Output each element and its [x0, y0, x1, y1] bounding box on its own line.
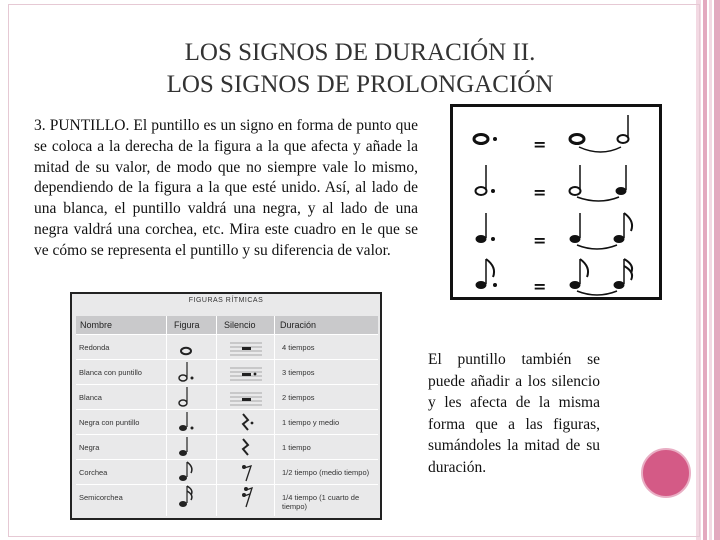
header-duracion: Duración: [280, 320, 317, 330]
equals-sign: =: [533, 231, 547, 250]
dotted-half-note-icon: [471, 161, 531, 203]
dotted-whole-note-icon: [467, 115, 527, 155]
quarter-note-tied-eighth-note-icon: [563, 209, 663, 251]
equals-sign: =: [533, 135, 547, 154]
row-name: Negra con puntillo: [79, 418, 140, 427]
table-row: [76, 384, 378, 410]
column-divider: [166, 316, 167, 516]
equivalence-row-whole: [453, 113, 659, 159]
whole-note-icon: [176, 337, 196, 359]
header-nombre: Nombre: [80, 320, 113, 330]
column-divider: [274, 316, 275, 516]
table-row: [76, 434, 378, 460]
sixteenth-rest-icon: [238, 485, 258, 509]
equivalence-row-half: [453, 161, 659, 207]
row-name: Corchea: [79, 468, 108, 477]
half-note-icon: [176, 386, 196, 408]
decorative-circle: [641, 448, 691, 498]
quarter-note-icon: [176, 436, 196, 458]
slide-title-line-1: LOS SIGNOS DE DURACIÓN II.: [184, 39, 536, 66]
row-name: Blanca con puntillo: [79, 368, 142, 377]
table-row: [76, 359, 378, 385]
slide-title-line-2: LOS SIGNOS DE PROLONGACIÓN: [166, 71, 554, 98]
quarter-rest-icon: [238, 436, 258, 458]
column-divider: [216, 316, 217, 516]
table-row: [76, 334, 378, 360]
row-name: Semicorchea: [79, 493, 123, 502]
eighth-rest-icon: [238, 461, 258, 483]
eighth-note-tied-sixteenth-note-icon: [563, 255, 663, 297]
equivalence-row-eighth: [453, 255, 659, 301]
table-row: [76, 409, 378, 435]
row-duration: 4 tiempos: [282, 343, 315, 352]
rhythm-figures-table: [70, 292, 382, 520]
row-duration: 3 tiempos: [282, 368, 315, 377]
equivalence-row-quarter: [453, 209, 659, 255]
equals-sign: =: [533, 183, 547, 202]
whole-rest-icon: [230, 337, 264, 359]
half-note-tied-quarter-note-icon: [563, 161, 663, 203]
dotted-quarter-note-icon: [176, 411, 196, 433]
sixteenth-note-icon: [176, 485, 196, 509]
table-header-row: [76, 316, 378, 334]
body-paragraph: 3. PUNTILLO. El puntillo es un signo en forma de punto que se coloca a la derecha de la figura a la que afecta y añade la mitad de su valor, de modo que no siempre vale lo mismo, dependiendo de la figura a la que esté unido. Así, al lado de una blanca, el puntillo valdrá una negra, y al lado de una negra valdrá una corchea, etc. Mira este cuadro en le que se ve cómo se representa el puntillo y su diferencia de valor.: [34, 117, 418, 259]
decorative-edge-bars: [696, 0, 720, 540]
half-rest-icon: [230, 387, 264, 409]
row-duration: 1/4 tiempo (1 cuarto de tiempo): [282, 493, 360, 511]
row-name: Redonda: [79, 343, 110, 352]
dotted-eighth-note-icon: [471, 255, 531, 297]
equals-sign: =: [533, 277, 547, 296]
table-row: [76, 459, 378, 485]
whole-note-tied-half-note-icon: [561, 113, 661, 155]
table-row: [76, 484, 378, 510]
dotted-quarter-rest-icon: [238, 411, 258, 433]
table-title: FIGURAS RÍTMICAS: [188, 297, 264, 304]
header-figura: Figura: [174, 320, 200, 330]
row-duration: 2 tiempos: [282, 393, 315, 402]
eighth-note-icon: [176, 461, 196, 483]
dotted-note-equivalence-box: [450, 104, 662, 300]
row-duration: 1 tiempo: [282, 443, 311, 452]
row-duration: 1 tiempo y medio: [282, 418, 340, 427]
dotted-quarter-note-icon: [471, 209, 531, 251]
row-name: Blanca: [79, 393, 102, 402]
header-silencio: Silencio: [224, 320, 256, 330]
dotted-half-rest-icon: [230, 362, 264, 384]
dotted-half-note-icon: [176, 361, 196, 383]
row-duration: 1/2 tiempo (medio tiempo): [282, 468, 370, 477]
row-name: Negra: [79, 443, 100, 452]
side-note-paragraph: El puntillo también se puede añadir a los silencio y les afecta de la misma forma que a las figuras, sumándoles la mitad de su duración.: [428, 351, 600, 476]
